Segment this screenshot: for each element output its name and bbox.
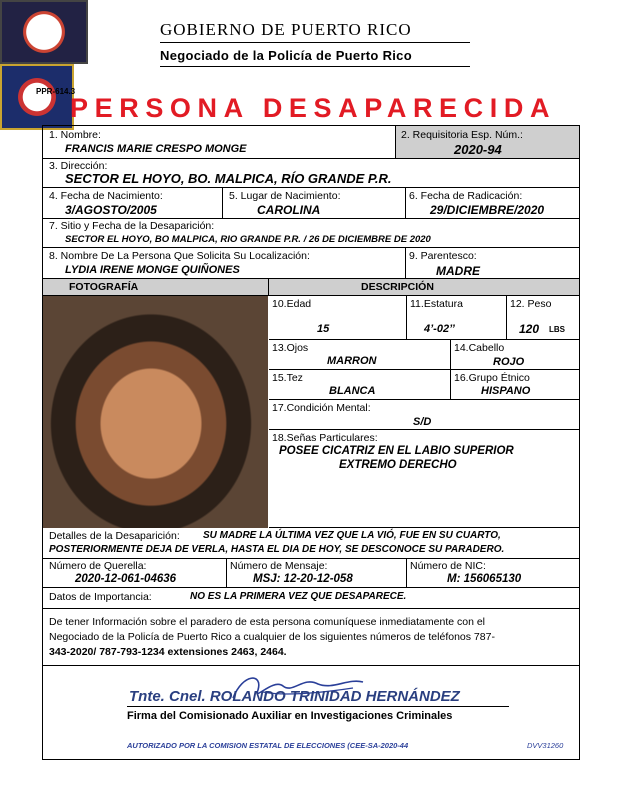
field-filing-date-value: 29/DICIEMBRE/2020 — [430, 203, 545, 217]
contact-info-line1: De tener Información sobre el paradero de esta persona comuníquese inmediatamente con el — [49, 616, 486, 628]
field-complaint-number — [43, 559, 227, 588]
field-marks-value-line2: EXTREMO DERECHO — [339, 459, 457, 471]
field-name-label: 1. Nombre: — [49, 129, 101, 141]
field-eyes-value: MARRON — [327, 355, 377, 367]
field-birth-date-label: 4. Fecha de Nacimiento: — [49, 190, 163, 202]
field-height-label: 11.Estatura — [410, 298, 463, 310]
field-birth-place-value: CAROLINA — [257, 203, 321, 217]
field-marks-value-line1: POSEE CICATRIZ EN EL LABIO SUPERIOR — [279, 445, 514, 457]
contact-info-line2: Negociado de la Policía de Puerto Rico a cualquier de los siguientes números de teléfonos 787- — [49, 631, 495, 643]
signature-area — [43, 666, 579, 759]
field-hair-label: 14.Cabello — [454, 342, 505, 354]
field-weight-unit: LBS — [549, 325, 565, 334]
field-address — [43, 159, 579, 188]
field-name — [43, 126, 396, 159]
field-complexion-value: BLANCA — [329, 385, 376, 397]
field-message-number — [227, 559, 407, 588]
header-title: GOBIERNO DE PUERTO RICO — [160, 20, 412, 39]
field-requester-value: LYDIA IRENE MONGE QUIÑONES — [65, 264, 240, 276]
field-filing-date — [406, 188, 579, 219]
field-nic-number-label: Número de NIC: — [410, 560, 486, 572]
missing-person-form — [42, 125, 580, 760]
field-requester — [43, 248, 406, 279]
field-requester-label: 8. Nombre De La Persona Que Solicita Su Localización: — [49, 250, 310, 262]
field-relationship-value: MADRE — [436, 264, 480, 278]
field-mental-condition-label: 17.Condición Mental: — [272, 402, 371, 414]
puerto-rico-seal-icon — [0, 0, 88, 64]
header-subtitle: Negociado de la Policía de Puerto Rico — [160, 48, 412, 63]
authorization-note: AUTORIZADO POR LA COMISION ESTATAL DE ELECCIONES (CEE-SA-2020-44 — [127, 741, 409, 750]
field-height — [407, 296, 507, 340]
field-age-label: 10.Edad — [272, 298, 312, 310]
field-address-label: 3. Dirección: — [49, 160, 108, 172]
missing-person-photo — [43, 296, 268, 528]
field-age-value: 15 — [317, 323, 330, 335]
field-birth-date — [43, 188, 223, 219]
document-code: DVV31260 — [527, 741, 564, 750]
field-requisition — [396, 126, 579, 159]
field-ethnic-group-label: 16.Grupo Étnico — [454, 372, 530, 384]
signature-name: Tnte. Cnel. ROLANDO TRINIDAD HERNÁNDEZ — [129, 688, 460, 705]
field-height-value: 4’-02’’ — [424, 323, 455, 335]
field-nic-number — [407, 559, 579, 588]
field-address-value: SECTOR EL HOYO, BO. MALPICA, RÍO GRANDE P.R. — [65, 171, 392, 186]
field-relationship — [406, 248, 579, 279]
field-weight-label: 12. Peso — [510, 298, 552, 310]
page-title: PERSONA DESAPARECIDA — [70, 93, 557, 123]
signature-title: Firma del Comisionado Auxiliar en Investigaciones Criminales — [127, 710, 453, 722]
form-code: PPR-614.3 — [36, 87, 76, 96]
field-mental-condition — [269, 400, 579, 430]
field-hair — [451, 340, 579, 370]
contact-info — [43, 609, 579, 666]
field-weight — [507, 296, 579, 340]
field-details-line2: POSTERIORMENTE DEJA DE VERLA, HASTA EL DIA DE HOY, SE DESCONOCE SU PARADERO. — [49, 544, 505, 555]
field-eyes-label: 13.Ojos — [272, 342, 309, 354]
field-disappearance-label: 7. Sitio y Fecha de la Desaparición: — [49, 220, 215, 232]
field-name-value: FRANCIS MARIE CRESPO MONGE — [65, 143, 247, 155]
dsp-seal-icon — [0, 64, 74, 130]
field-relationship-label: 9. Parentesco: — [409, 250, 477, 262]
field-birth-place-label: 5. Lugar de Nacimiento: — [229, 190, 341, 202]
field-requisition-label: 2. Requisitoria Esp. Núm.: — [401, 129, 523, 141]
field-birth-date-value: 3/AGOSTO/2005 — [65, 203, 157, 217]
field-importance-label: Datos de Importancia: — [49, 591, 152, 603]
photo-header: FOTOGRAFÍA — [43, 279, 269, 296]
field-birth-place — [223, 188, 406, 219]
field-disappearance-value: SECTOR EL HOYO, BO MALPICA, RIO GRANDE P.R. / 26 DE DICIEMBRE DE 2020 — [65, 234, 431, 245]
field-mental-condition-value: S/D — [413, 416, 432, 428]
field-ethnic-group-value: HISPANO — [481, 385, 531, 397]
field-nic-number-value: M: 156065130 — [447, 573, 522, 585]
field-message-number-label: Número de Mensaje: — [230, 560, 328, 572]
field-marks-label: 18.Señas Particulares: — [272, 432, 378, 444]
field-ethnic-group — [451, 370, 579, 400]
field-marks — [269, 430, 579, 528]
field-hair-value: ROJO — [493, 356, 525, 368]
signature-line — [127, 706, 509, 707]
field-eyes — [269, 340, 451, 370]
field-details-line1: SU MADRE LA ÚLTIMA VEZ QUE LA VIÓ, FUE EN SU CUARTO, — [203, 530, 501, 541]
field-requisition-value: 2020-94 — [454, 142, 502, 157]
field-complexion-label: 15.Tez — [272, 372, 303, 384]
field-complaint-number-label: Número de Querella: — [49, 560, 147, 572]
field-complaint-number-value: 2020-12-061-04636 — [75, 573, 177, 585]
description-header: DESCRIPCIÓN — [269, 279, 579, 296]
field-importance — [43, 588, 579, 609]
field-importance-value: NO ES LA PRIMERA VEZ QUE DESAPARECE. — [190, 591, 407, 602]
header-divider-bottom — [160, 66, 470, 67]
field-filing-date-label: 6. Fecha de Radicación: — [409, 190, 523, 202]
field-age — [269, 296, 407, 340]
header-divider — [160, 42, 470, 43]
field-message-number-value: MSJ: 12-20-12-058 — [253, 573, 353, 585]
field-details-label: Detalles de la Desaparición: — [49, 530, 180, 542]
field-details — [43, 528, 579, 559]
contact-info-line3: 343-2020/ 787-793-1234 extensiones 2463, 2464. — [49, 646, 287, 658]
field-weight-value: 120 — [519, 322, 540, 336]
field-complexion — [269, 370, 451, 400]
field-disappearance — [43, 219, 579, 248]
